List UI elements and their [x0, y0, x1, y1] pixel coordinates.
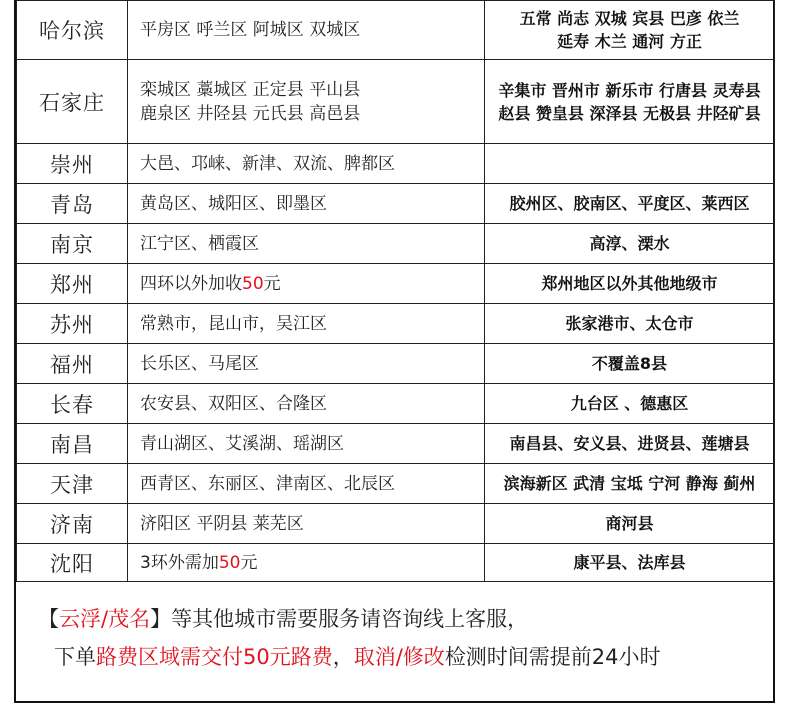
extra-area-cell — [485, 464, 775, 504]
extra-area-line: 高淳、溧水 — [589, 234, 670, 253]
extra-area-line: 赵县 赞皇县 深泽县 无极县 井陉矿县 — [498, 103, 761, 123]
city-cell: 苏州 — [17, 304, 128, 344]
surcharge-amount: 50 — [218, 552, 241, 573]
table-row — [17, 304, 775, 344]
area-line: 青山湖区、艾溪湖、瑶湖区 — [140, 433, 344, 454]
extra-area-cell — [485, 224, 775, 264]
extra-area-cell — [485, 184, 775, 224]
area-text: 元 — [263, 273, 281, 294]
table-row — [17, 184, 775, 224]
area-cell — [128, 344, 485, 384]
extra-area-line: 南昌县、安义县、进贤县、莲塘县 — [509, 434, 750, 453]
extra-area-line: 郑州地区以外其他地级市 — [541, 274, 718, 293]
area-text: 元 — [240, 552, 258, 573]
extra-area-line: 延寿 木兰 通河 方正 — [557, 32, 702, 51]
city-cell: 沈阳 — [17, 544, 128, 582]
note-line2-c: ， — [332, 645, 354, 669]
extra-area-cell — [485, 264, 775, 304]
table-row — [17, 264, 775, 304]
area-line: 济阳区 平阴县 莱芜区 — [140, 513, 304, 534]
area-line — [140, 272, 484, 296]
extra-area-line: 张家港市、太仓市 — [565, 314, 694, 333]
area-line: 农安县、双阳区、合隆区 — [140, 393, 327, 414]
area-cell — [128, 1, 485, 60]
extra-area-cell — [485, 504, 775, 544]
extra-area-line: 五常 尚志 双城 宾县 巴彦 依兰 — [519, 9, 740, 28]
note-line2-a: 下单 — [54, 645, 96, 669]
city-cell: 南京 — [17, 224, 128, 264]
area-cell — [128, 504, 485, 544]
extra-area-line: 九台区 、德惠区 — [570, 394, 689, 413]
area-cell — [128, 304, 485, 344]
city-cell: 天津 — [17, 464, 128, 504]
city-cell: 长春 — [17, 384, 128, 424]
city-cell: 石家庄 — [17, 60, 128, 144]
note-cities: 云浮/茂名 — [59, 607, 151, 631]
service-area-table — [16, 0, 775, 582]
area-line: 大邑、邛崃、新津、双流、脾都区 — [140, 153, 395, 174]
area-text: 四环以外加收 — [140, 273, 242, 294]
table-row — [17, 424, 775, 464]
area-cell — [128, 60, 485, 144]
area-line: 长乐区、马尾区 — [140, 353, 259, 374]
table-row — [17, 144, 775, 184]
area-cell — [128, 144, 485, 184]
city-cell: 崇州 — [17, 144, 128, 184]
extra-area-line: 康平县、法库县 — [573, 553, 686, 572]
area-text: 3环外需加 — [140, 552, 219, 573]
table-row — [17, 464, 775, 504]
area-line: 黄岛区、城阳区、即墨区 — [140, 193, 327, 214]
area-line: 鹿泉区 井陉县 元氏县 高邑县 — [140, 103, 361, 124]
extra-area-cell — [485, 544, 775, 582]
extra-area-line: 滨海新区 武清 宝坻 宁河 静海 蓟州 — [503, 474, 756, 493]
city-cell: 青岛 — [17, 184, 128, 224]
service-area-sheet — [14, 0, 775, 703]
area-cell — [128, 184, 485, 224]
note-open-bracket: 【 — [38, 607, 59, 631]
note-close-bracket: 】 — [150, 607, 172, 631]
table-row — [17, 1, 775, 60]
area-line — [140, 551, 484, 575]
area-cell — [128, 464, 485, 504]
area-line: 平房区 呼兰区 阿城区 双城区 — [140, 20, 361, 40]
city-cell: 济南 — [17, 504, 128, 544]
extra-area-line: 辛集市 晋州市 新乐市 行唐县 灵寿县 — [498, 80, 761, 100]
extra-area-cell — [485, 144, 775, 184]
extra-area-line: 胶州区、胶南区、平度区、莱西区 — [509, 194, 750, 213]
area-line: 常熟市，昆山市，吴江区 — [140, 313, 327, 334]
extra-area-cell — [485, 344, 775, 384]
extra-area-cell — [485, 60, 775, 144]
area-cell — [128, 544, 485, 582]
table-row — [17, 504, 775, 544]
area-line: 江宁区、栖霞区 — [140, 233, 259, 254]
note-line-2 — [16, 638, 773, 676]
table-row — [17, 344, 775, 384]
footer-note — [16, 600, 773, 676]
extra-area-cell — [485, 1, 775, 60]
extra-area-cell — [485, 304, 775, 344]
area-cell — [128, 224, 485, 264]
area-cell — [128, 264, 485, 304]
table-row — [17, 60, 775, 144]
extra-area-line: 不覆盖8县 — [591, 354, 668, 373]
city-cell: 郑州 — [17, 264, 128, 304]
surcharge-amount: 50 — [242, 273, 264, 294]
note-line2-e: 检测时间需提前24小时 — [444, 645, 661, 669]
note-line1-text: 等其他城市需要服务请咨询线上客服， — [171, 607, 529, 631]
extra-area-cell — [485, 384, 775, 424]
note-line-1 — [16, 600, 773, 638]
note-fee-text: 路费区域需交付50元路费 — [96, 645, 333, 669]
city-cell: 福州 — [17, 344, 128, 384]
city-cell: 哈尔滨 — [17, 1, 128, 60]
extra-area-line: 商河县 — [605, 514, 654, 533]
area-cell — [128, 384, 485, 424]
area-line: 栾城区 藁城区 正定县 平山县 — [140, 79, 361, 100]
city-cell: 南昌 — [17, 424, 128, 464]
note-cancel-text: 取消/修改 — [353, 645, 445, 669]
table-row — [17, 544, 775, 582]
area-line: 西青区、东丽区、津南区、北辰区 — [140, 473, 395, 494]
area-cell — [128, 424, 485, 464]
extra-area-cell — [485, 424, 775, 464]
table-row — [17, 384, 775, 424]
table-row — [17, 224, 775, 264]
